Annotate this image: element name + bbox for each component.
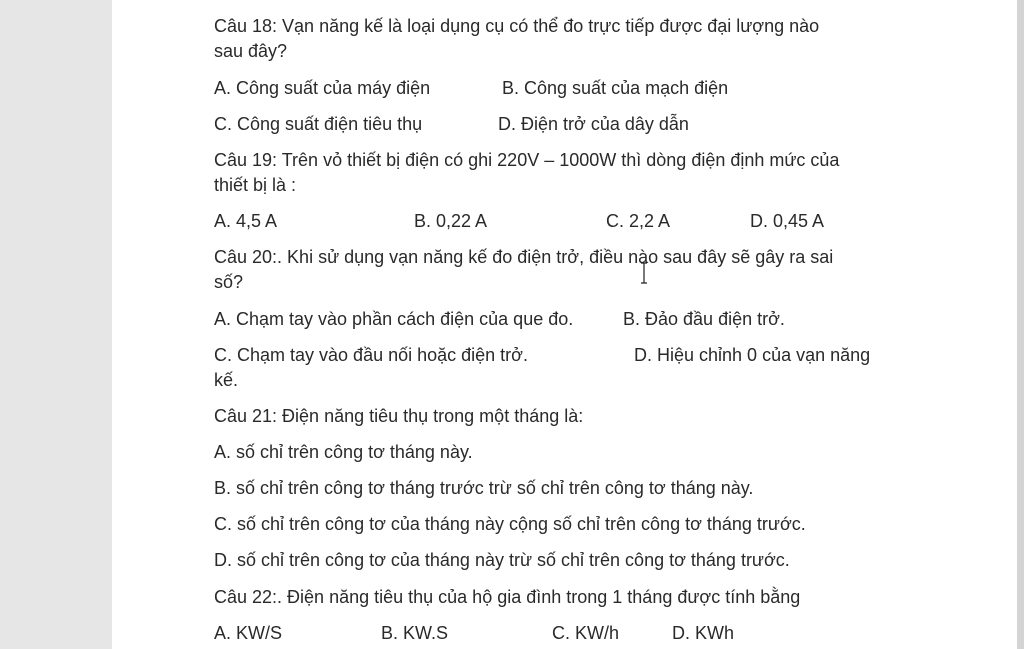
- q18-option-c: C. Công suất điện tiêu thụ: [214, 114, 423, 134]
- q21-option-a: A. số chỉ trên công tơ tháng này.: [214, 442, 473, 462]
- q18-option-a: A. Công suất của máy điện: [214, 78, 431, 98]
- q21-option-c: C. số chỉ trên công tơ của tháng này cộng số chỉ trên công tơ tháng trước.: [214, 514, 806, 534]
- q18-line-1: Câu 18: Vạn năng kế là loại dụng cụ có thể đo trực tiếp được đại lượng nào: [214, 16, 820, 36]
- q20-option-b: B. Đảo đầu điện trở.: [623, 309, 785, 329]
- q21-line-1: Câu 21: Điện năng tiêu thụ trong một tháng là:: [214, 406, 584, 426]
- q22-option-d: D. KWh: [672, 623, 735, 643]
- q20-option-d: D. Hiệu chỉnh 0 của vạn năng: [634, 345, 871, 365]
- q20-option-d-continued: kế.: [214, 370, 239, 390]
- q18-option-d: D. Điện trở của dây dẫn: [498, 114, 689, 134]
- q22-option-b: B. KW.S: [381, 623, 449, 643]
- q19-option-a: A. 4,5 A: [214, 211, 278, 231]
- page-edge-shadow: [1017, 0, 1024, 649]
- q19-line-2: thiết bị là :: [214, 175, 297, 195]
- q18-line-2: sau đây?: [214, 41, 288, 61]
- q20-line-2: số?: [214, 272, 244, 292]
- q22-option-c: C. KW/h: [552, 623, 620, 643]
- q18-option-b: B. Công suất của mạch điện: [502, 78, 729, 98]
- q21-option-d: D. số chỉ trên công tơ của tháng này trừ số chỉ trên công tơ tháng trước.: [214, 550, 790, 570]
- q19-option-c: C. 2,2 A: [606, 211, 671, 231]
- q21-option-b: B. số chỉ trên công tơ tháng trước trừ số chỉ trên công tơ tháng này.: [214, 478, 754, 498]
- q22-option-a: A. KW/S: [214, 623, 283, 643]
- q19-option-d: D. 0,45 A: [750, 211, 825, 231]
- q20-line-1: Câu 20:. Khi sử dụng vạn năng kế đo điện trở, điều nào sau đây sẽ gây ra sai: [214, 247, 834, 267]
- q22-line-1: Câu 22:. Điện năng tiêu thụ của hộ gia đình trong 1 tháng được tính bằng: [214, 587, 801, 607]
- q19-option-b: B. 0,22 A: [414, 211, 488, 231]
- q19-line-1: Câu 19: Trên vỏ thiết bị điện có ghi 220V – 1000W thì dòng điện định mức của: [214, 150, 840, 170]
- q20-option-c: C. Chạm tay vào đầu nối hoặc điện trở.: [214, 345, 528, 365]
- q20-option-a: A. Chạm tay vào phần cách điện của que đo.: [214, 309, 574, 329]
- text-cursor-icon: [640, 262, 648, 284]
